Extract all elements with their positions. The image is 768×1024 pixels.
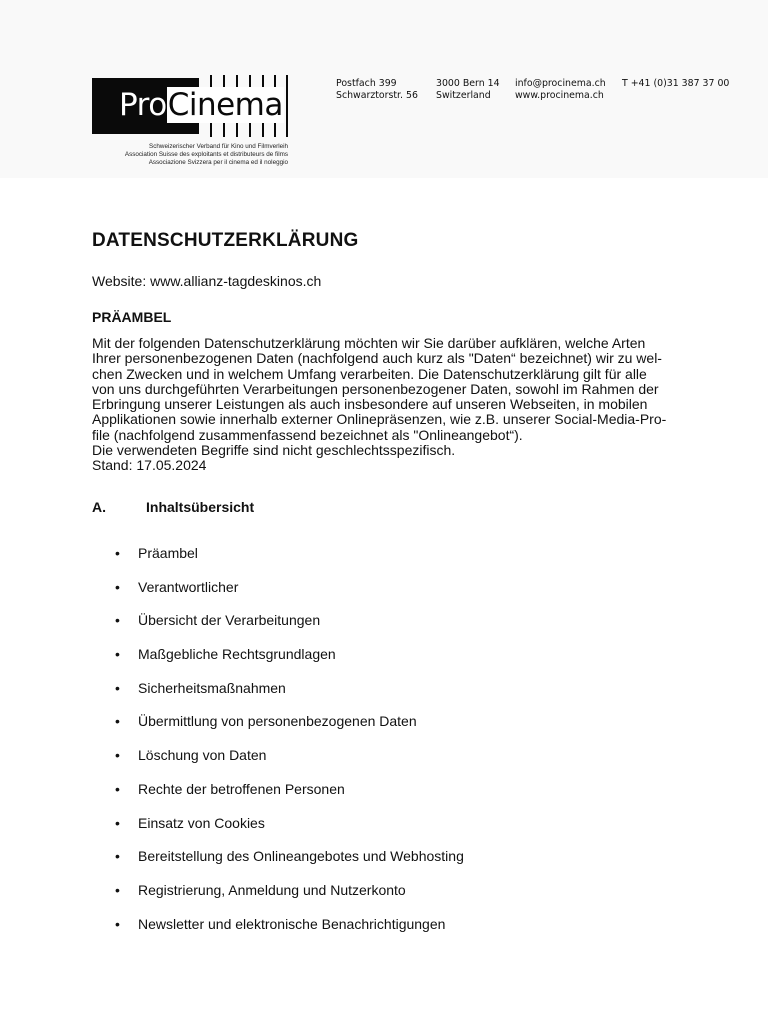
toc-item-label: Übermittlung von personenbezogenen Daten xyxy=(138,713,417,730)
contact-phone xyxy=(622,78,729,90)
bullet-icon: • xyxy=(115,848,120,865)
logo-bar xyxy=(286,75,288,137)
preamble-line: Die verwendeten Begriffe sind nicht geschlechtsspezifisch. xyxy=(92,442,456,459)
preamble-line: chen Zwecken und in welchem Umfang verarbeiten. Die Datenschutzerklärung gilt für alle xyxy=(92,365,647,382)
preamble-line: Applikationen sowie innerhalb externer Onlinepräsenzen, wie z.B. unserer Social-Media-Pro- xyxy=(92,411,667,428)
bullet-icon: • xyxy=(115,915,120,932)
bullet-icon: • xyxy=(115,747,120,764)
contact-street: Schwarztorstr. 56 xyxy=(336,89,418,101)
preamble-date: Stand: 17.05.2024 xyxy=(92,457,207,474)
toc-item-label: Maßgebliche Rechtsgrundlagen xyxy=(138,646,336,663)
contact-online xyxy=(515,78,606,101)
toc-item-label: Sicherheitsmaßnahmen xyxy=(138,679,286,696)
contact-pobox: Postfach 399 xyxy=(336,78,397,89)
toc-item-label: Verantwortlicher xyxy=(138,578,239,595)
preamble-line: Ihrer personenbezogenen Daten (nachfolgend auch kurz als "Daten“ bezeichnet) wir zu wel- xyxy=(92,350,662,367)
preamble-line: file (nachfolgend zusammenfassend bezeichnet als "Onlineangebot“). xyxy=(92,426,523,443)
contact-country: Switzerland xyxy=(436,89,491,101)
association-line-it: Associazione Svizzera per il cinema ed il noleggio xyxy=(148,159,288,166)
procinema-logo xyxy=(92,75,288,137)
logo-pro: Pro xyxy=(119,87,167,123)
toc-number: A. xyxy=(92,499,106,515)
logo-wordmark xyxy=(119,87,284,123)
bullet-icon: • xyxy=(115,881,120,898)
toc-heading xyxy=(92,499,254,515)
preamble-line: Erbringung unserer Leistungen als auch insbesondere auf unseren Webseiten, in mobilen xyxy=(92,396,648,413)
website-line: Website: www.allianz-tagdeskinos.ch xyxy=(92,273,322,289)
contact-address xyxy=(336,78,418,101)
bullet-icon: • xyxy=(115,545,120,561)
bullet-icon: • xyxy=(115,713,120,730)
toc-item-label: Löschung von Daten xyxy=(138,747,267,764)
toc-item-label: Registrierung, Anmeldung und Nutzerkonto xyxy=(138,881,406,898)
preamble-line: Mit der folgenden Datenschutzerklärung möchten wir Sie darüber aufklären, welche Arten xyxy=(92,335,646,351)
contact-phone-number: T +41 (0)31 387 37 00 xyxy=(622,78,730,89)
bullet-icon: • xyxy=(115,814,120,831)
contact-email[interactable]: info@procinema.ch xyxy=(515,78,606,89)
toc-item-label: Newsletter und elektronische Benachrichtigungen xyxy=(138,915,446,932)
bullet-icon: • xyxy=(115,780,120,797)
association-line-de: Schweizerischer Verband für Kino und Filmverleih xyxy=(149,143,288,150)
contact-website[interactable]: www.procinema.ch xyxy=(515,89,604,101)
toc-item-label: Rechte der betroffenen Personen xyxy=(138,780,345,797)
toc-item-label: Bereitstellung des Onlineangebotes und Webhosting xyxy=(138,848,464,865)
toc-item-label: Übersicht der Verarbeitungen xyxy=(138,612,321,629)
document-title: DATENSCHUTZERKLÄRUNG xyxy=(92,230,359,251)
toc-title: Inhaltsübersicht xyxy=(146,499,255,515)
bullet-icon: • xyxy=(115,679,120,696)
contact-city xyxy=(436,78,500,101)
association-names xyxy=(92,143,288,167)
bullet-icon: • xyxy=(115,578,120,595)
contact-zip-city: 3000 Bern 14 xyxy=(436,78,500,89)
bullet-icon: • xyxy=(115,612,120,629)
association-line-fr: Association Suisse des exploitants et distributeurs de films xyxy=(124,151,288,158)
toc-item-label: Einsatz von Cookies xyxy=(138,814,265,831)
bullet-icon: • xyxy=(115,646,120,663)
toc-item-label: Präambel xyxy=(138,545,198,561)
preamble-text xyxy=(92,336,692,474)
preamble-line: von uns durchgeführten Verarbeitungen personenbezogener Daten, sowohl im Rahmen der xyxy=(92,380,659,397)
logo-cinema: Cinema xyxy=(167,87,283,123)
preamble-heading: PRÄAMBEL xyxy=(92,309,172,325)
